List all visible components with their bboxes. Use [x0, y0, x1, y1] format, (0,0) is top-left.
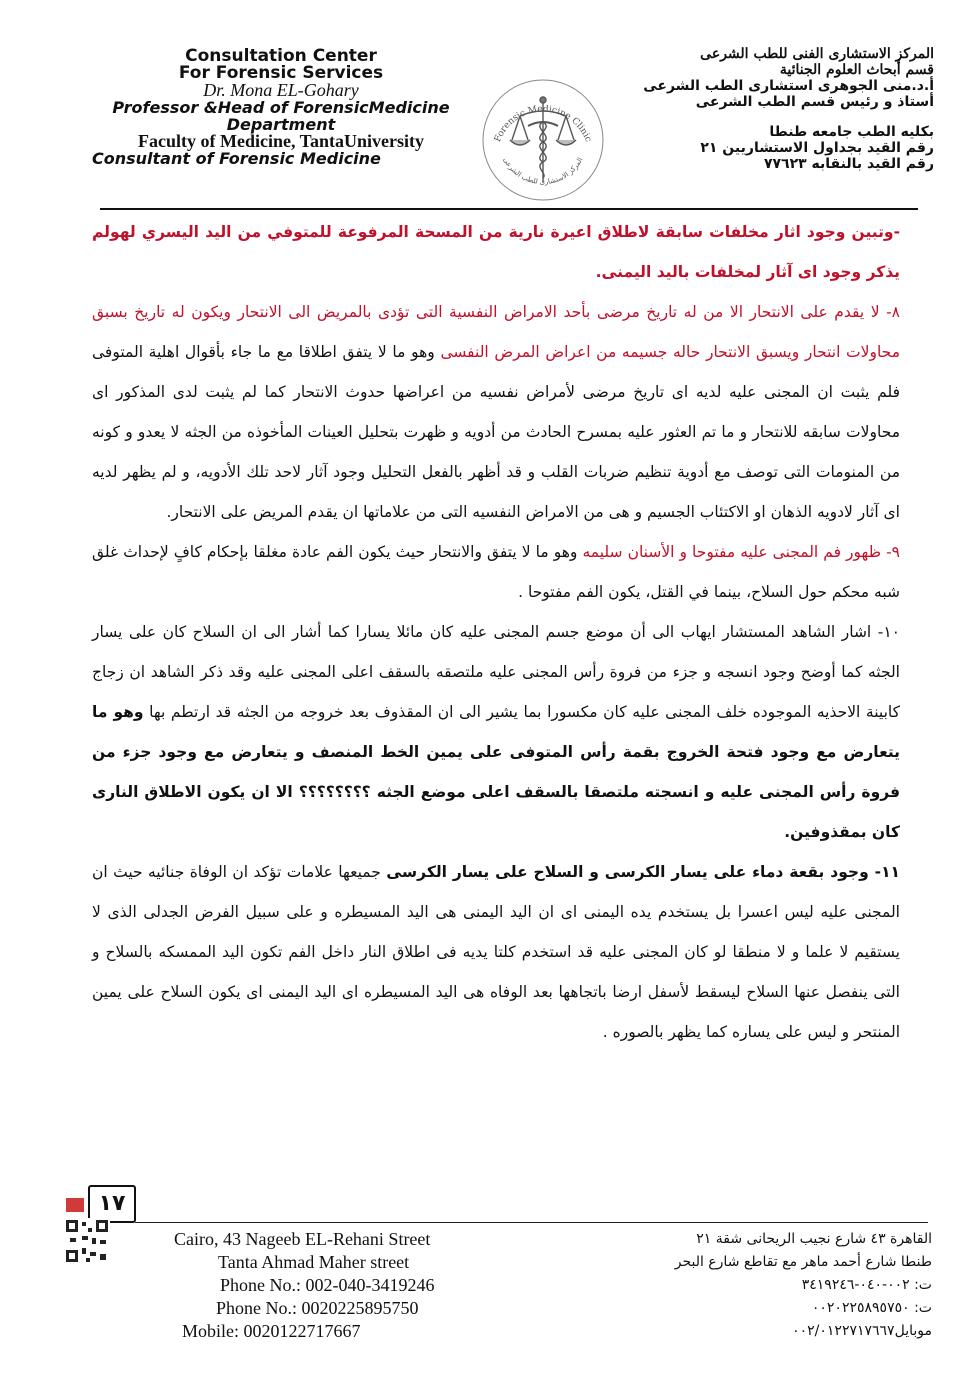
footer-arabic: [602, 1228, 932, 1343]
footer-phone-2: Phone No.: 0020225895750: [216, 1298, 419, 1318]
paragraph-11-bold: ١١- وجود بقعة دماء على يسار الكرسى و السلاح على يسار الكرسى: [386, 863, 900, 881]
paragraph-10-bold: وهو ما يتعارض مع وجود فتحة الخروج بقمة رأس المتوفى على يمين الخط المنصف و يتعارض مع وجود جزء من فروة رأس المجنى عليه و انسجته ملتصقا بالسقف اعلى موضع الجثه ؟؟؟؟؟؟؟؟ الا ان يكون الاطلاق النارى كان بمقذوفين.: [92, 703, 900, 841]
footer-english: [170, 1228, 480, 1343]
center-name: Consultation Center: [185, 46, 377, 66]
paragraph-8-highlight: ٨- لا يقدم على الانتحار الا من له تاريخ مرضى بأحد الامراض النفسية التى تؤدى بالمريض الى الانتحار ويكون له تاريخ بسبق محاولات انتحار ويسبق الانتحار حاله جسيمه من اعراض المرض النفسى: [92, 303, 900, 361]
header-divider: [100, 208, 918, 210]
ar-syndicate-number: رقم القيد بالنقابه ٧٧٦٢٣: [763, 156, 934, 172]
doctor-department: Department: [226, 115, 336, 134]
footer-ar-phone-2: ت: ٠٠٢٠٢٢٥٨٩٥٧٥٠: [811, 1300, 932, 1316]
letterhead-english: [92, 48, 470, 167]
page-number: ١٧: [88, 1185, 136, 1223]
paragraph-9-highlight: ٩- ظهور فم المجنى عليه مفتوحا و الأسنان سليمه: [582, 543, 900, 561]
paragraph-8: [92, 292, 900, 532]
paragraph-11-text: جميعها علامات تؤكد ان الوفاة جنائيه حيث ان المجنى عليه ليس اعسرا بل يستخدم يده اليمنى اى ان اليد اليمنى هى اليد المسيطره و على سبيل الفرض الجدلى الذى لا يستقيم لا علما و لا منطقا لو كان المجنى عليه قد استخدم كلتا يديه فى اطلاق النار داخل الفم تكون اليد الممسكه بالسلاح و التى ينفصل عنها السلاح ليسقط لأسفل ارضا باتجاهها بعد الوفاه هى اليد المسيطره اى اليد اليمنى اى يكون السلاح على يمين المنتحر و ليس على يساره كما يظهر بالصوره .: [92, 863, 900, 1041]
doctor-title: Professor &Head of ForensicMedicine: [112, 98, 450, 117]
paragraph-10: [92, 612, 900, 852]
logo-text-bottom: المركز الاستشارى للطب الشرعى: [501, 156, 585, 187]
paragraph-gunshot-residue: -وتبين وجود اثار مخلفات سابقة لاطلاق اعيرة نارية من المسحة المرفوعة للمتوفي من اليد اليسري لهولم يذكر وجود اى آثار لمخلفات باليد اليمنى.: [92, 223, 900, 281]
doctor-faculty: Faculty of Medicine, TantaUniversity: [138, 131, 424, 151]
center-services: For Forensic Services: [178, 63, 384, 83]
paragraph-9-text: وهو ما لا يتفق والانتحار حيث يكون الفم عادة مغلقا بإحكام كافٍ لإحداث غلق شبه محكم حول السلاح، بينما في القتل، يكون الفم مفتوحا .: [92, 543, 900, 601]
footer-ar-phone-1: ت: ٠٠٢-٠٤٠-٣٤١٩٢٤٦: [801, 1277, 932, 1293]
ar-center-name: المركز الاستشارى الفنى للطب الشرعى: [700, 46, 934, 62]
clinic-logo: [476, 70, 610, 204]
report-body: [92, 212, 900, 1052]
ar-section-name: قسم أبحاث العلوم الجنائية: [779, 62, 934, 78]
footer-ar-address-tanta: طنطا شارع أحمد ماهر مع تقاطع شارع البحر: [674, 1254, 932, 1270]
letterhead-arabic: [634, 46, 934, 172]
logo-text-top: Forensic Medicine Clinic: [493, 104, 593, 144]
footer-divider: [135, 1222, 928, 1223]
qr-code-icon: [64, 1218, 110, 1264]
ar-faculty: بكليه الطب جامعه طنطا: [769, 124, 934, 140]
ar-doctor-name: أ.د.منى الجوهرى استشارى الطب الشرعى: [643, 78, 934, 94]
ar-doctor-title: أستاذ و رئيس قسم الطب الشرعى: [695, 94, 934, 110]
paragraph-10-text: ١٠- اشار الشاهد المستشار ايهاب الى أن موضع جسم المجنى عليه كان مائلا يسارا كما أشار الى ان السلاح كان على يسار الجثه كما أوضح وجود انسجه و جزء من فروة رأس المجنى عليه ملتصقه بالسقف اعلى المجنى عليه وقد ذكر الشاهد ان زجاج كابينة الاحذيه الموجوده خلف المجنى عليه كان مكسورا بما يشير الى ان المقذوف بعد خروجه من الجثه قد ارتطم بها: [92, 623, 900, 721]
footer-ar-mobile: موبايل٠٠٢/٠١٢٢٧١٧٦٦٧: [792, 1323, 932, 1339]
paragraph-8-text: وهو ما لا يتفق اطلاقا مع ما جاء بأقوال اهلية المتوفى فلم يثبت ان المجنى عليه لديه اى تاريخ مرضى لأمراض نفسيه من اعراضها حدوث الانتحار كما لم يثبت لدى المذكور اى محاولات سابقه للانتحار و ما تم العثور عليه بمسرح الحادث من أدويه و ظهرت بتحليل العينات المأخوذه من الجثه لا يعدو و كونه من المنومات التى توصف مع أدوية تنظيم ضربات القلب و قد أظهر بالفعل التحليل وجود آثار لاحد تلك الأدويه، و لم يظهر لديه اى آثار لادويه الذهان او الاكتئاب الجسيم و هى من الامراض النفسيه التى من علاماتها ان يقدم المريض على الانتحار.: [92, 343, 900, 521]
red-label-tag: [66, 1198, 84, 1212]
footer-phone-1: Phone No.: 002-040-3419246: [220, 1275, 435, 1295]
paragraph-11: [92, 852, 900, 1052]
caduceus-scales-icon: [510, 97, 576, 182]
footer-mobile: Mobile: 0020122717667: [182, 1321, 361, 1341]
paragraph-9: [92, 532, 900, 612]
doctor-consultant: Consultant of Forensic Medicine: [92, 149, 381, 168]
doctor-name: Dr. Mona EL-Gohary: [203, 80, 359, 100]
ar-registry-number: رقم القيد بجداول الاستشاريين ٢١: [700, 140, 934, 156]
footer-ar-address-cairo: القاهرة ٤٣ شارع نجيب الريحانى شقة ٢١: [696, 1231, 932, 1247]
footer-address-tanta: Tanta Ahmad Maher street: [218, 1252, 410, 1272]
footer-address-cairo: Cairo, 43 Nageeb EL-Rehani Street: [174, 1229, 431, 1249]
